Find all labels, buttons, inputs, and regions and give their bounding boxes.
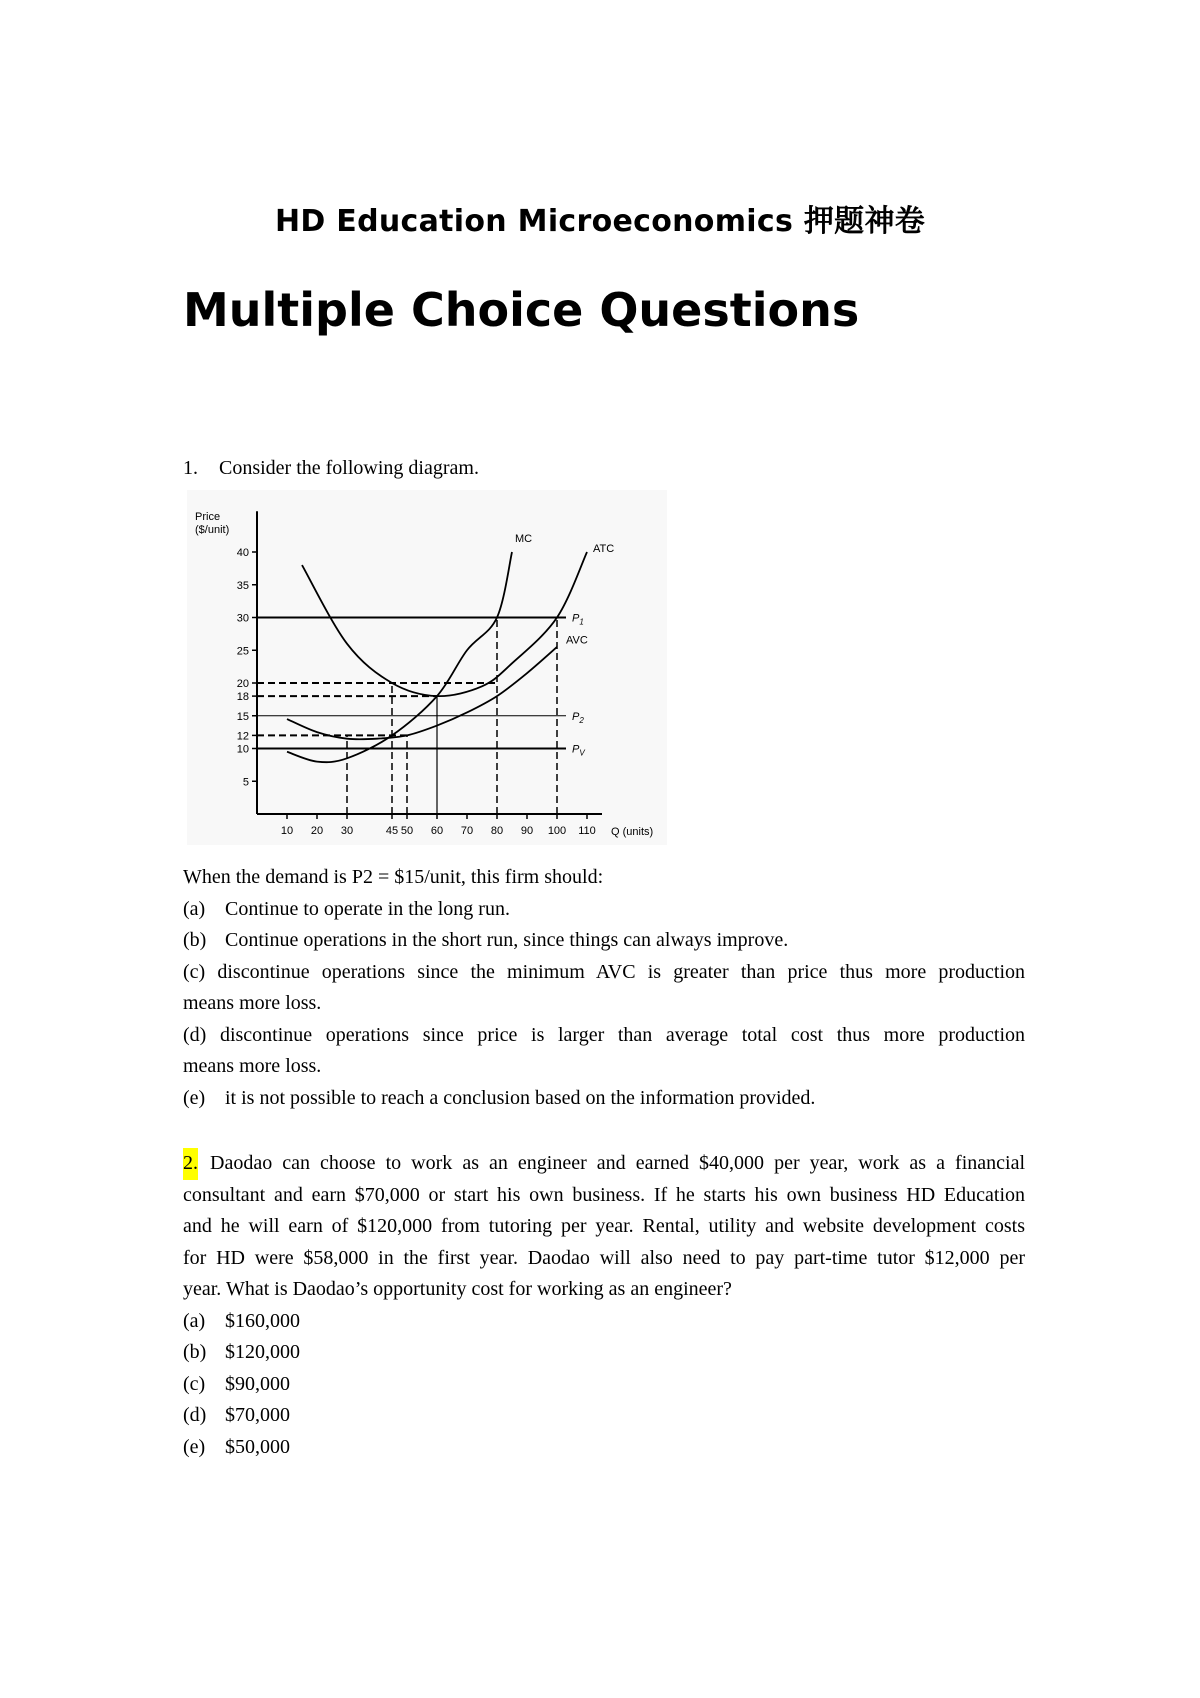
x-tick-label: 50 bbox=[400, 825, 414, 837]
q1-option-d-cont: means more loss. bbox=[183, 1055, 322, 1077]
q2-option-e[interactable]: (e) $50,000 bbox=[183, 1435, 290, 1458]
question-2-line-1: 2. Daodao can choose to work as an engineer and earned $40,000 per year, work as a financial bbox=[183, 1148, 1025, 1180]
y-tick-label: 25 bbox=[236, 645, 249, 658]
q2-option-c[interactable]: (c) $90,000 bbox=[183, 1372, 290, 1395]
question-2-line-5: year. What is Daodao’s opportunity cost for working as an engineer? bbox=[183, 1278, 732, 1300]
cost-curves-chart bbox=[187, 490, 667, 845]
q1-option-a[interactable]: (a) Continue to operate in the long run. bbox=[183, 897, 510, 920]
question-2-line-2: consultant and earn $70,000 or start his own business. If he starts his own business HD Education bbox=[183, 1183, 1025, 1206]
x-tick-label: 80 bbox=[490, 825, 504, 837]
x-tick-label: 10 bbox=[280, 825, 294, 837]
q2-option-d[interactable]: (d) $70,000 bbox=[183, 1404, 290, 1426]
curve-label-atc: ATC bbox=[593, 543, 615, 555]
y-tick-label: 18 bbox=[236, 691, 249, 704]
q1-option-e[interactable]: (e) it is not possible to reach a conclusion based on the information provided. bbox=[183, 1086, 816, 1109]
x-axis-label: Q (units) bbox=[611, 826, 654, 838]
document-title: HD Education Microeconomics 押题神卷 bbox=[274, 204, 926, 239]
q1-option-c-cont: means more loss. bbox=[183, 992, 322, 1014]
section-heading: Multiple Choice Questions bbox=[183, 283, 860, 337]
q2-option-a[interactable]: (a) $160,000 bbox=[183, 1309, 300, 1332]
price-line-label: $P_2$ bbox=[572, 710, 584, 725]
y-tick-label: 30 bbox=[236, 612, 249, 625]
q1-option-d[interactable]: (d) discontinue operations since price is larger than average total cost thus more production bbox=[183, 1023, 1026, 1046]
y-tick-label: 15 bbox=[236, 710, 249, 723]
x-tick-label: 100 bbox=[547, 825, 567, 837]
x-tick-label: 110 bbox=[578, 825, 596, 837]
q2-option-b[interactable]: (b) $120,000 bbox=[183, 1341, 300, 1363]
curve-label-avc: AVC bbox=[566, 634, 588, 647]
y-tick-label: 35 bbox=[236, 579, 249, 592]
price-line-label: $P_V$ bbox=[572, 743, 585, 758]
q1-option-c[interactable]: (c) discontinue operations since the minimum AVC is greater than price thus more production bbox=[183, 960, 1026, 983]
x-tick-label: 30 bbox=[340, 825, 354, 837]
cost-curves-svg bbox=[187, 490, 667, 845]
question-2-line-4: for HD were $58,000 in the first year. Daodao will also need to pay part-time tutor $12,000 per bbox=[183, 1246, 1025, 1269]
question-1-intro-text: Consider the following diagram. bbox=[219, 457, 479, 479]
question-2-line-3: and he will earn of $120,000 from tutoring per year. Rental, utility and website development costs bbox=[183, 1215, 1025, 1237]
y-axis-label-line2: ($/unit) bbox=[195, 524, 230, 536]
q1-option-b[interactable]: (b) Continue operations in the short run, since things can always improve. bbox=[183, 929, 789, 951]
question-2-body bbox=[183, 1148, 1025, 1463]
y-tick-label: 5 bbox=[242, 776, 249, 789]
question-1-intro bbox=[183, 453, 1025, 485]
x-tick-label: 70 bbox=[460, 825, 474, 837]
question-1-prompt: When the demand is P2 = $15/unit, this firm should: bbox=[183, 866, 604, 888]
y-axis-label-line1: Price bbox=[195, 511, 221, 523]
x-tick-label: 45 bbox=[385, 825, 399, 837]
curve-label-mc: MC bbox=[515, 533, 533, 546]
question-1-body bbox=[183, 862, 1025, 1114]
x-tick-label: 60 bbox=[430, 825, 444, 837]
y-tick-label: 20 bbox=[236, 678, 249, 690]
y-tick-label: 10 bbox=[236, 743, 249, 756]
x-tick-label: 20 bbox=[310, 825, 324, 837]
question-2-number: 2. bbox=[183, 1148, 198, 1180]
y-tick-label: 12 bbox=[236, 730, 249, 743]
y-tick-label: 40 bbox=[236, 547, 249, 559]
question-1-number: 1. bbox=[183, 457, 198, 479]
price-line-label: $P_1$ bbox=[572, 612, 584, 627]
x-tick-label: 90 bbox=[520, 825, 534, 837]
